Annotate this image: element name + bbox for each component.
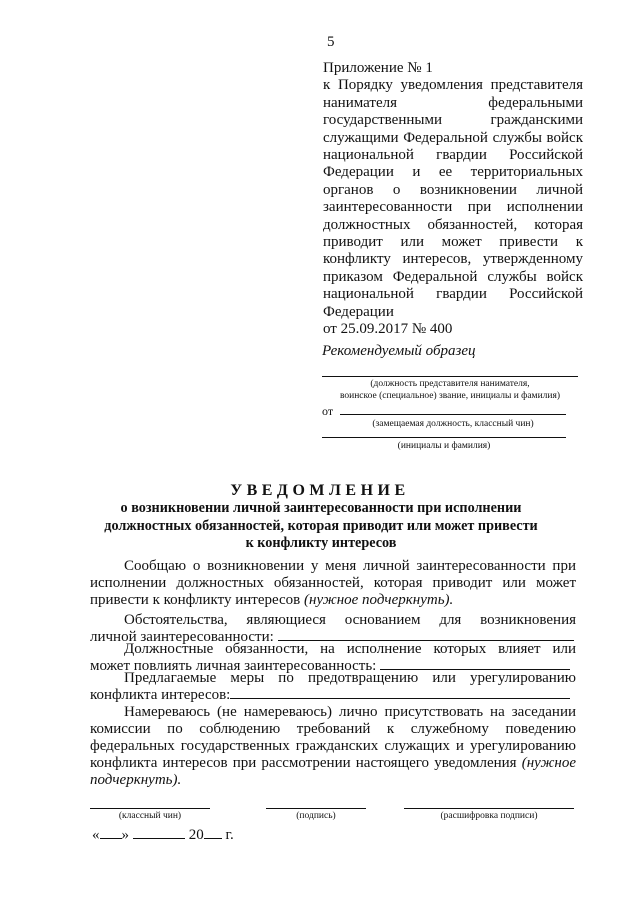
appendix-order-ref: от 25.09.2017 № 400: [323, 321, 453, 338]
signature-caption: (подпись): [296, 811, 336, 821]
recipient-caption: (должность представителя нанимателя, воинское (специальное) звание, инициалы и фамилия): [339, 379, 561, 401]
document-subtitle: о возникновении личной заинтересованности при исполнении должностных обязанностей, которая приводит или может привести к конфликту интересов: [104, 500, 538, 552]
paragraph-measures: Предлагаемые меры по предотвращению или урегулированию конфликта интересов:: [90, 670, 576, 703]
appendix-line: Федерации и ее территориальных: [323, 164, 583, 181]
year-blank[interactable]: [204, 826, 222, 839]
paragraph-attendance: Намереваюсь (не намереваюсь) лично присутствовать на заседании комиссии по соблюдению требований к служебному поведению федеральных государственных гражданских служащих и урегулированию конфликта интересов при рассмотрении настоящего уведомления (нужное подчеркнуть).: [90, 704, 576, 788]
paragraph-circumstances: Обстоятельства, являющиеся основанием для возникновения личной заинтересованности:: [90, 612, 576, 645]
signature-line[interactable]: [266, 808, 366, 809]
appendix-line: национальной гвардии Российской: [323, 147, 583, 164]
from-label: от: [322, 404, 334, 418]
measures-blank[interactable]: [230, 687, 570, 699]
appendix-line: к Порядку уведомления представителя: [323, 77, 583, 94]
sample-label: Рекомендуемый образец: [322, 343, 476, 359]
duties-blank[interactable]: [380, 658, 570, 670]
circumstances-blank[interactable]: [278, 629, 574, 641]
appendix-line: приказом Федеральной службы войск: [323, 268, 583, 285]
rank-caption: (классный чин): [118, 811, 182, 821]
appendix-title: Приложение № 1: [323, 60, 433, 76]
sender-name-caption: (инициалы и фамилия): [397, 441, 491, 451]
page-number: 5: [327, 34, 335, 50]
date-field: « » 20 г.: [92, 827, 234, 843]
decoding-caption: (расшифровка подписи): [440, 811, 538, 821]
decoding-line[interactable]: [404, 808, 574, 809]
recipient-line: [322, 376, 578, 377]
appendix-line: нанимателя федеральными: [323, 94, 583, 111]
rank-line[interactable]: [90, 808, 210, 809]
paragraph-notice: Сообщаю о возникновении у меня личной заинтересованности при исполнении должностных обязанностей, которая приводит или может привести к конфликту интересов (нужное подчеркнуть).: [90, 558, 576, 608]
sender-position-caption: (замещаемая должность, классный чин): [372, 419, 534, 429]
document-title: УВЕДОМЛЕНИЕ: [230, 482, 410, 499]
sender-name-line: [322, 437, 566, 438]
paragraph-duties: Должностные обязанности, на исполнение которых влияет или может повлиять личная заинтересованность:: [90, 641, 576, 674]
appendix-block: [323, 60, 583, 339]
appendix-line: Федерации: [323, 303, 394, 320]
appendix-line: приводит или может привести к: [323, 234, 583, 251]
appendix-line: органов о возникновении личной: [323, 181, 583, 198]
month-blank[interactable]: [133, 826, 185, 839]
appendix-line: служащими Федеральной службы войск: [323, 129, 583, 146]
day-blank[interactable]: [100, 826, 122, 839]
appendix-line: должностных обязанностей, которая: [323, 216, 583, 233]
appendix-line: заинтересованности при исполнении: [323, 199, 583, 216]
sender-position-line: [340, 414, 566, 415]
appendix-line: национальной гвардии Российской: [323, 286, 583, 303]
appendix-line: государственными гражданскими: [323, 112, 583, 129]
appendix-line: конфликту интересов, утвержденному: [323, 251, 583, 268]
